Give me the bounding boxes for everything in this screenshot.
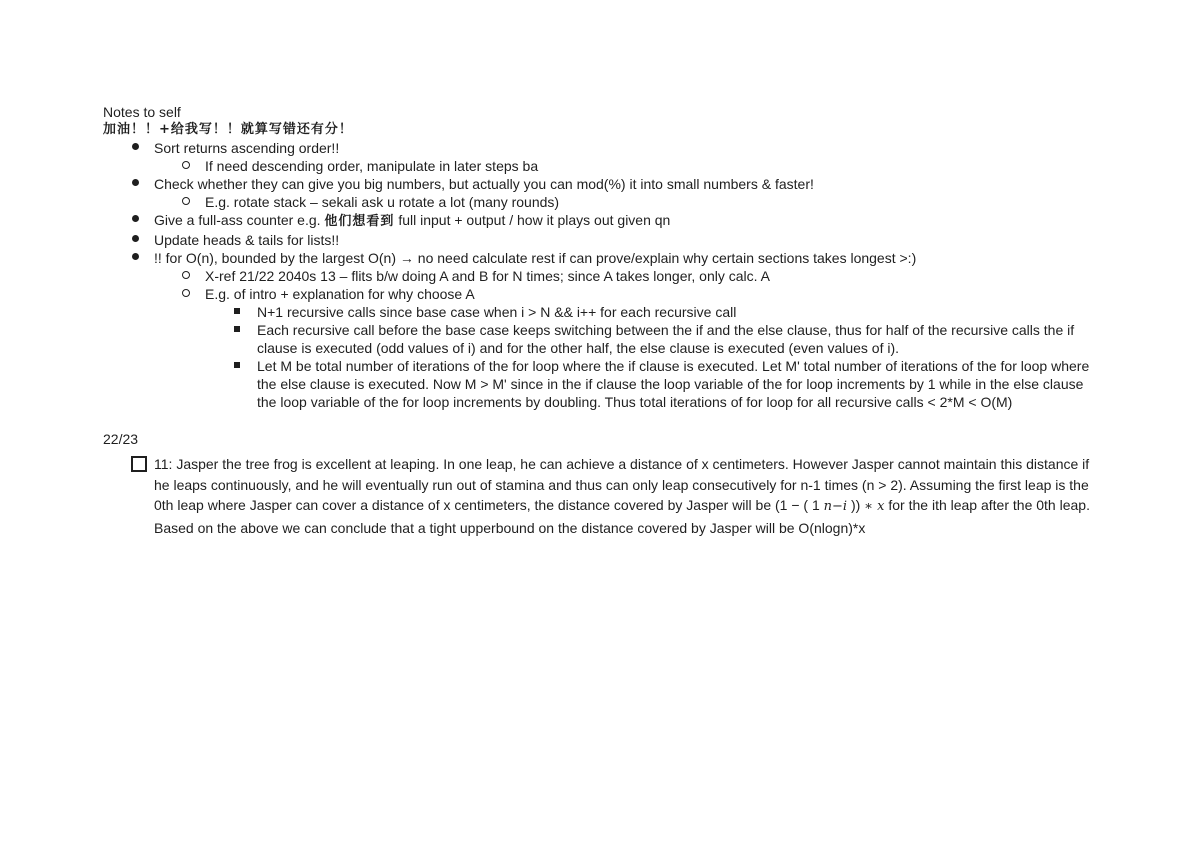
bullet-circle-icon [179,157,193,175]
bullet-disc-icon [128,249,142,267]
task-math-n-minus-i: n−i [823,499,848,514]
task-text-part3: for the ith leap after the 0th leap. Based on the above we can conclude that a tight upperbound on the distance covered by Jasper will be O(nlogn)*x [154,497,1090,536]
bullet-square-icon [230,357,244,375]
bullet-circle-icon [179,193,193,211]
list-item-text: X-ref 21/22 2040s 13 – flits b/w doing A and B for N times; since A takes longer, only calc. A [205,268,770,284]
task-text-part2: )) [847,497,865,513]
bullet-disc-icon [128,231,142,249]
list-item [103,231,1103,249]
list-item [103,211,1103,231]
list-item [103,357,1103,411]
list-item [103,139,1103,175]
list-item-text: E.g. rotate stack – sekali ask u rotate a lot (many rounds) [205,194,560,210]
list-item [103,249,1103,411]
list-item-text: Update heads & tails for lists!! [154,232,340,248]
list-item-text: Sort returns ascending order!! [154,140,340,156]
list-item [103,285,1103,411]
task-math-times-x: ∗ x [864,499,885,514]
list-item-text: If need descending order, manipulate in later steps ba [205,158,539,174]
list-item [103,267,1103,285]
list-item-text: Let M be total number of iterations of the for loop where the if clause is executed. Let M' total number of iterations of the for loop where the else clause is executed. Now M > M' since in the if clause the loop variable of the for loop increments by 1 while in the else clause the loop variable of the for loop increments by doubling. Thus total iterations of for loop for all recursive calls < 2*M < O(M) [257,358,1090,410]
list-item-text-before: Give a full-ass counter e.g. [154,212,325,228]
bullet-disc-icon [128,211,142,229]
list-item-text: N+1 recursive calls since base case when i > N && i++ for each recursive call [257,304,737,320]
list-item [103,175,1103,211]
list-item [103,157,1103,175]
bullet-square-icon [230,321,244,339]
list-item-text: E.g. of intro + explanation for why choose A [205,286,475,302]
list-item-text-after: full input + output / how it plays out given qn [394,212,671,228]
list-item-text: Each recursive call before the base case keeps switching between the if and the else clause, thus for half of the recursive calls the if clause is executed (odd values of i) and for the other half, the else clause is executed (even values of i). [257,322,1075,356]
notes-list [103,139,1103,411]
bullet-square-icon [230,303,244,321]
bullet-disc-icon [128,139,142,157]
notes-subtitle: 加油！！+给我写！！就算写错还有分！ [103,122,353,137]
document-page [103,103,1103,538]
bullet-disc-icon [128,175,142,193]
list-item-text-cjk: 他们想看到 [324,214,395,229]
list-item-text: !! for O(n), bounded by the largest O(n) → no need calculate rest if can prove/explain why certain sections takes longest >:) [154,250,917,266]
task-text-part1: 11: Jasper the tree frog is excellent at leaping. In one leap, he can achieve a distance of x centimeters. However Jasper cannot maintain this distance if he leaps continuously, and he will eventually run out of stamina and thus can only leap consecutively for n-1 times (n > 2). Assuming the first leap is the 0th leap where Jasper can cover a distance of x centimeters, the distance covered by Jasper will be (1 − ( 1 [154,456,1090,513]
list-item-text: Check whether they can give you big numbers, but actually you can mod(%) it into small numbers & faster! [154,176,814,192]
notes-title: Notes to self [103,104,181,120]
checkbox-icon[interactable] [131,456,147,472]
bullet-circle-icon [179,267,193,285]
list-item [103,193,1103,211]
list-item [103,303,1103,321]
section-heading: 22/23 [103,431,139,447]
bullet-circle-icon [179,285,193,303]
task-item [103,454,1103,538]
list-item [103,321,1103,357]
